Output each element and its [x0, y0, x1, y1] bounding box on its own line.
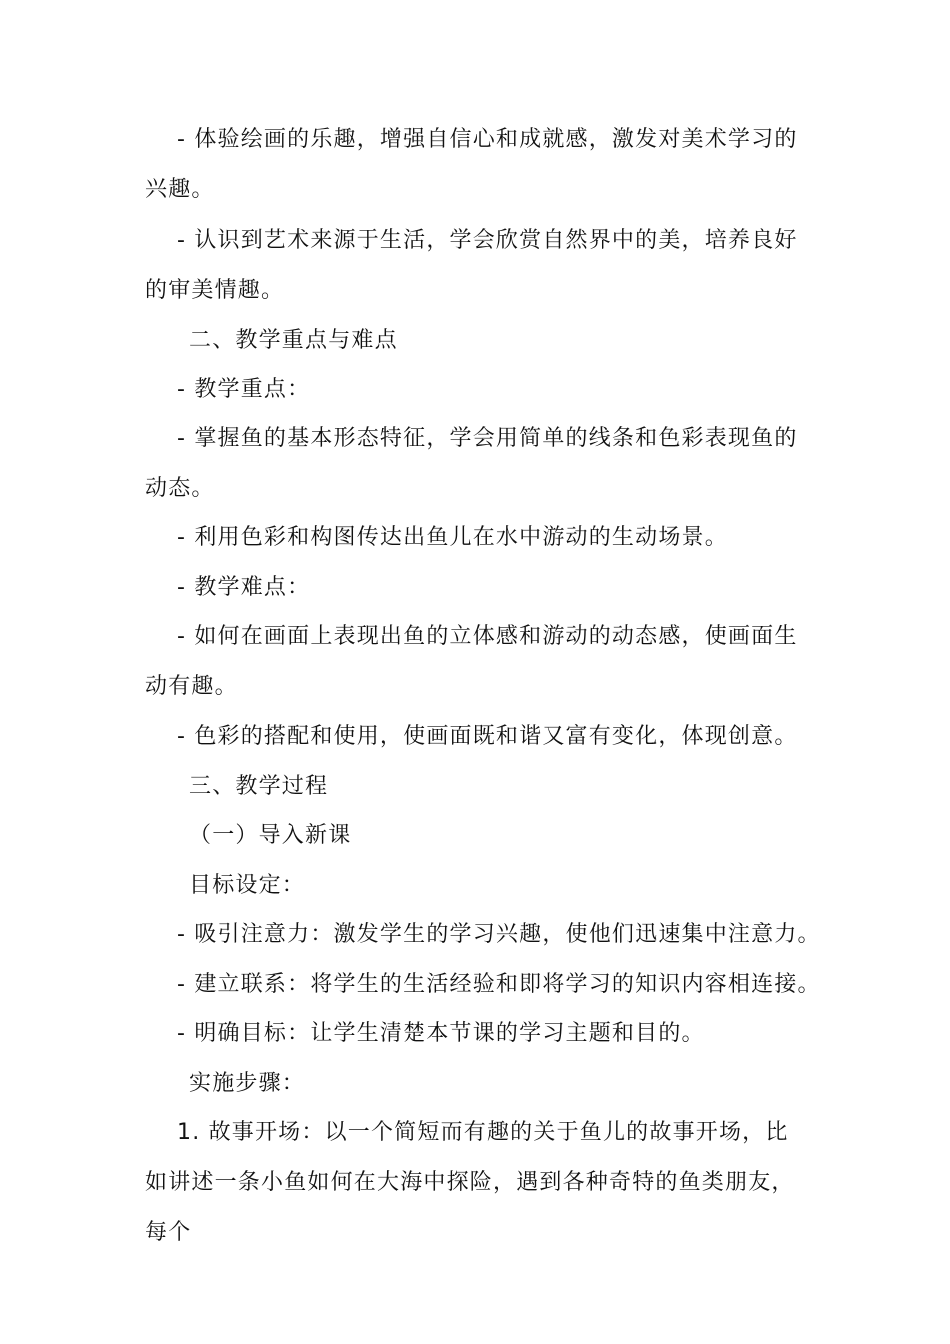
label-steps: 实施步骤： — [189, 1071, 306, 1096]
step-story-opening: 1. 故事开场：以一个简短而有趣的关于鱼儿的故事开场，比如讲述一条小鱼如何在大海中探险，遇到各种奇特的鱼类朋友，每个 — [145, 1120, 795, 1245]
bullet-art-from-life: - 认识到艺术来源于生活，学会欣赏自然界中的美，培养良好的审美情趣。 — [145, 228, 798, 303]
bullet-3d-motion: - 如何在画面上表现出鱼的立体感和游动的动态感，使画面生动有趣。 — [145, 624, 798, 699]
bullet-key-points-label: - 教学重点： — [177, 377, 311, 402]
bullet-color-matching: - 色彩的搭配和使用，使画面既和谐又富有变化，体现创意。 — [177, 724, 798, 749]
bullet-difficulties-label: - 教学难点： — [177, 575, 311, 600]
label-goals: 目标设定： — [189, 873, 306, 898]
bullet-attention: - 吸引注意力：激发学生的学习兴趣，使他们迅速集中注意力。 — [177, 922, 821, 947]
bullet-enjoy-painting: - 体验绘画的乐趣，增强自信心和成就感，激发对美术学习的兴趣。 — [145, 127, 798, 202]
section-heading-key-points: 二、教学重点与难点 — [189, 328, 398, 353]
bullet-color-composition: - 利用色彩和构图传达出鱼儿在水中游动的生动场景。 — [177, 525, 728, 550]
bullet-fish-form: - 掌握鱼的基本形态特征，学会用简单的线条和色彩表现鱼的动态。 — [145, 426, 798, 501]
subheading-intro: （一）导入新课 — [189, 823, 352, 848]
bullet-connection: - 建立联系：将学生的生活经验和即将学习的知识内容相连接。 — [177, 972, 821, 997]
section-heading-process: 三、教学过程 — [189, 774, 329, 799]
bullet-clear-goals: - 明确目标：让学生清楚本节课的学习主题和目的。 — [177, 1021, 705, 1046]
